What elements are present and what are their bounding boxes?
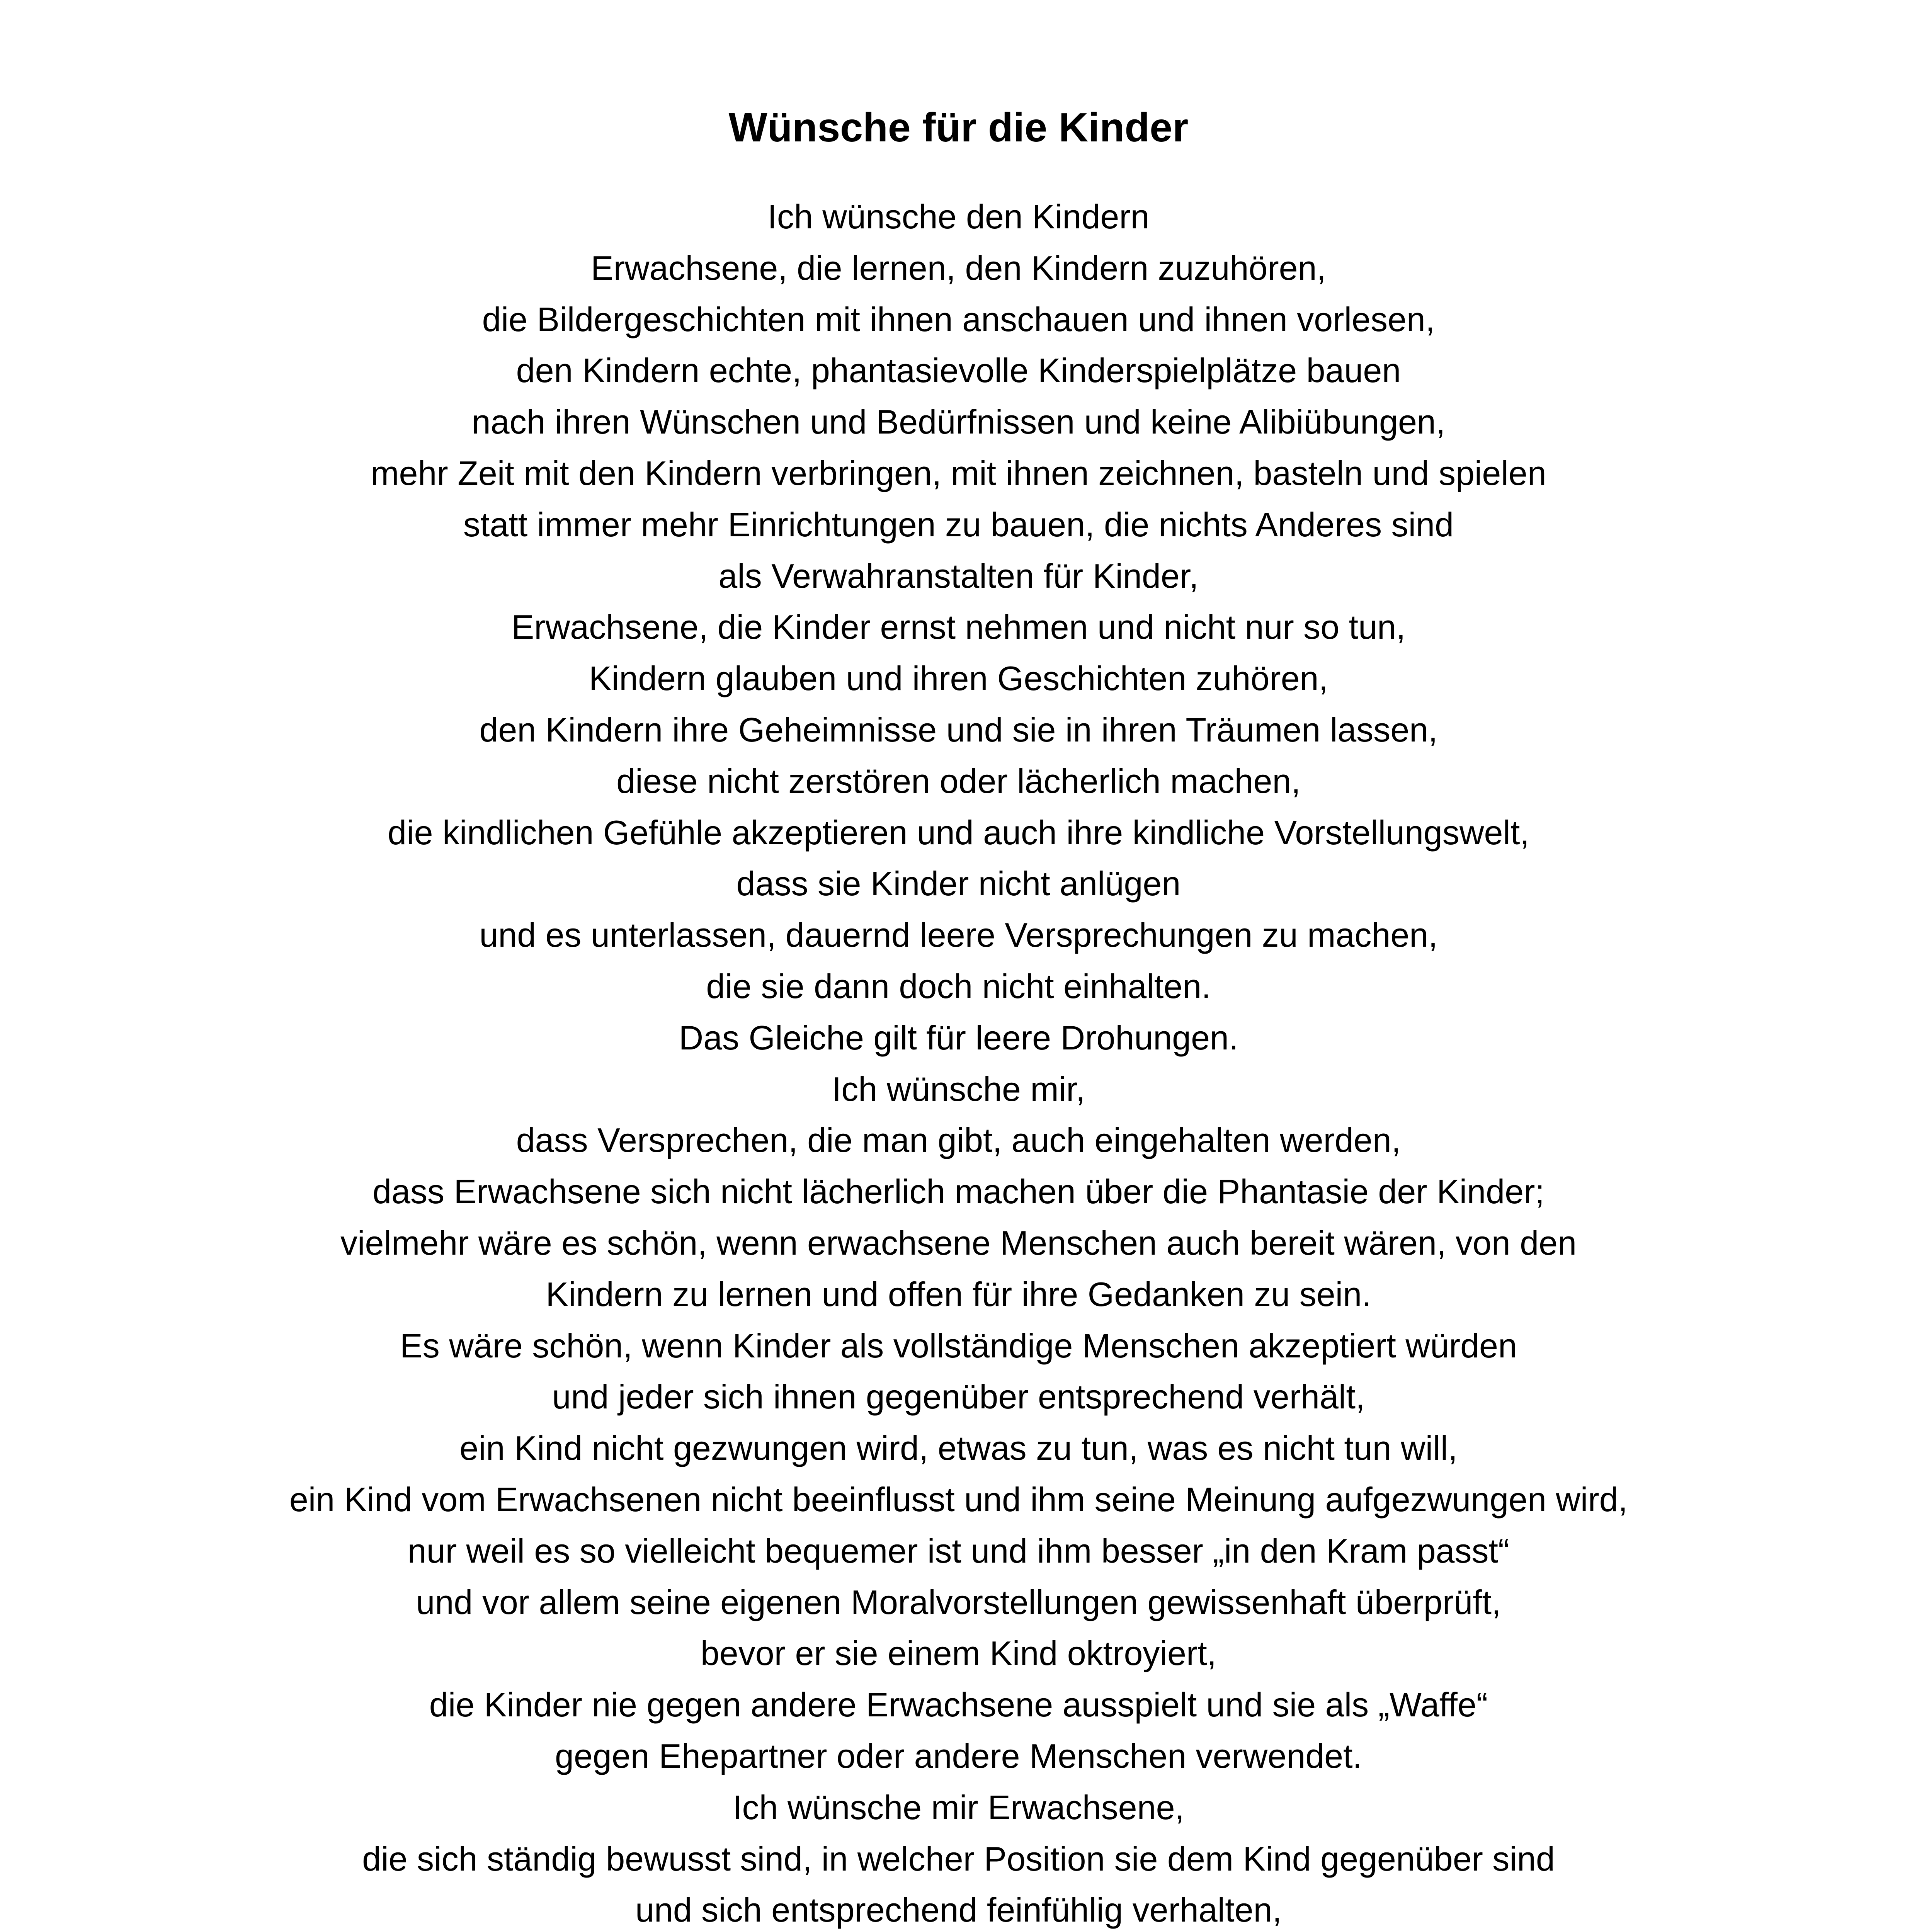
poem-line: und vor allem seine eigenen Moralvorstellungen gewissenhaft überprüft, (416, 1583, 1501, 1621)
poem-line: den Kindern echte, phantasievolle Kinderspielplätze bauen (516, 351, 1401, 390)
poem-line: Kindern zu lernen und offen für ihre Gedanken zu sein. (546, 1275, 1371, 1313)
poem-line: nach ihren Wünschen und Bedürfnissen und keine Alibiübungen, (471, 403, 1446, 441)
poem-line: Ich wünsche den Kindern (767, 197, 1150, 236)
poem-line: die sich ständig bewusst sind, in welcher Position sie dem Kind gegenüber sind (362, 1839, 1555, 1878)
poem-line: Ich wünsche mir, (832, 1070, 1085, 1108)
poem-line: dass Erwachsene sich nicht lächerlich machen über die Phantasie der Kinder; (373, 1172, 1544, 1211)
document-title: Wünsche für die Kinder (728, 105, 1189, 150)
poem-line: Ich wünsche mir Erwachsene, (733, 1788, 1184, 1827)
poem-line: ein Kind vom Erwachsenen nicht beeinflusst und ihm seine Meinung aufgezwungen wird, (289, 1480, 1628, 1519)
poem-line: Erwachsene, die Kinder ernst nehmen und nicht nur so tun, (511, 608, 1406, 646)
poem-line: mehr Zeit mit den Kindern verbringen, mit ihnen zeichnen, basteln und spielen (371, 454, 1546, 492)
poem-line: statt immer mehr Einrichtungen zu bauen, die nichts Anderes sind (463, 505, 1454, 544)
poem-line: die Bildergeschichten mit ihnen anschauen und ihnen vorlesen, (482, 300, 1435, 338)
poem-line: den Kindern ihre Geheimnisse und sie in ihren Träumen lassen, (479, 710, 1438, 749)
poem-line: Es wäre schön, wenn Kinder als vollständige Menschen akzeptiert würden (400, 1326, 1517, 1365)
poem-line: gegen Ehepartner oder andere Menschen verwendet. (555, 1736, 1362, 1775)
poem-line: die Kinder nie gegen andere Erwachsene ausspielt und sie als „Waffe“ (429, 1685, 1488, 1724)
poem-body (0, 191, 1917, 1932)
poem-line: Kindern glauben und ihren Geschichten zuhören, (589, 659, 1328, 698)
poem-line: und es unterlassen, dauernd leere Versprechungen zu machen, (479, 916, 1438, 954)
poem-line: und jeder sich ihnen gegenüber entsprechend verhält, (552, 1378, 1365, 1416)
poem-line: bevor er sie einem Kind oktroyiert, (700, 1634, 1217, 1673)
poem-line: ein Kind nicht gezwungen wird, etwas zu tun, was es nicht tun will, (459, 1429, 1458, 1468)
poem-line: die kindlichen Gefühle akzeptieren und auch ihre kindliche Vorstellungswelt, (388, 813, 1529, 852)
poem-line: als Verwahranstalten für Kinder, (718, 556, 1199, 595)
poem-line: Das Gleiche gilt für leere Drohungen. (679, 1018, 1238, 1057)
poem-line: Erwachsene, die lernen, den Kindern zuzuhören, (591, 248, 1326, 287)
poem-line: diese nicht zerstören oder lächerlich machen, (616, 762, 1301, 800)
poem-line: nur weil es so vielleicht bequemer ist und ihm besser „in den Kram passt“ (407, 1531, 1510, 1570)
poem-line: und sich entsprechend feinfühlig verhalten, (635, 1891, 1282, 1929)
poem-line: dass sie Kinder nicht anlügen (736, 864, 1181, 903)
poem-line: vielmehr wäre es schön, wenn erwachsene Menschen auch bereit wären, von den (340, 1223, 1577, 1262)
poem-line: dass Versprechen, die man gibt, auch eingehalten werden, (516, 1121, 1401, 1160)
poem-line: die sie dann doch nicht einhalten. (706, 967, 1211, 1005)
